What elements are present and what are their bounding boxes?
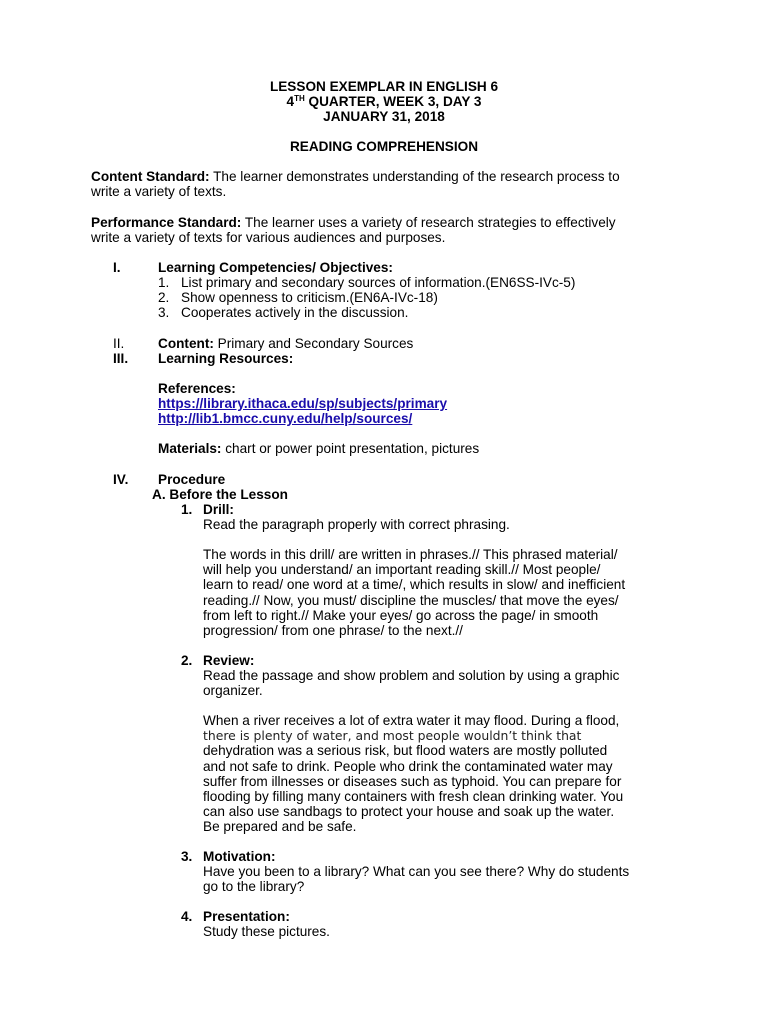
objective-number: 1. (158, 275, 170, 290)
before-lesson-heading: A. Before the Lesson (152, 487, 288, 502)
presentation-title: Presentation: (203, 909, 290, 924)
materials-line (158, 441, 479, 456)
content-standard-text: The learner demonstrates understanding of the research process to (209, 169, 620, 184)
drill-line: will help you understand/ an important reading skill.// Most people/ (203, 562, 601, 578)
motivation-number: 3. (181, 849, 193, 864)
drill-line: progression/ from one phrase/ to the next.// (203, 623, 463, 639)
review-line: can also use sandbags to protect your house and soak up the water. (203, 804, 615, 820)
materials-label: Materials: (158, 441, 222, 456)
review-number: 2. (181, 653, 193, 668)
document-title: LESSON EXEMPLAR IN ENGLISH 6 (269, 79, 499, 94)
materials-text: chart or power point presentation, pictures (221, 441, 480, 456)
performance-standard-label: Performance Standard: (91, 215, 242, 230)
review-line: Be prepared and be safe. (203, 819, 357, 835)
section-1-number: I. (113, 260, 121, 275)
document-date: JANUARY 31, 2018 (323, 109, 445, 124)
review-line: and not safe to drink. People who drink the contaminated water may (203, 758, 613, 774)
drill-title: Drill: (203, 502, 234, 517)
drill-number: 1. (181, 502, 193, 517)
content-label: Content: (158, 336, 214, 351)
drill-line: learn to read/ one word at a time/, which results in slow/ and inefficient (203, 577, 626, 593)
content-standard-line2: write a variety of texts. (91, 184, 227, 199)
quarter-rest: QUARTER, WEEK 3, DAY 3 (304, 94, 482, 109)
drill-line: The words in this drill/ are written in phrases.// This phrased material/ (203, 547, 618, 562)
quarter-line (0, 94, 768, 109)
motivation-line2: go to the library? (203, 879, 305, 894)
drill-line: reading.// Now, you must/ discipline the muscles/ that move the eyes/ (203, 592, 619, 608)
review-line: dehydration was a serious risk, but flood waters are mostly polluted (203, 743, 608, 759)
objective-item: List primary and secondary sources of information.(EN6SS-IVc-5) (181, 275, 576, 290)
subject-heading: READING COMPREHENSION (289, 139, 479, 154)
references-label: References: (158, 381, 236, 396)
motivation-line1: Have you been to a library? What can you see there? Why do students (203, 864, 630, 879)
section-3-number: III. (113, 351, 129, 366)
quarter-superscript: TH (294, 94, 305, 103)
review-passage (203, 713, 683, 835)
content-standard-line1 (91, 169, 620, 184)
drill-instruction: Read the paragraph properly with correct phrasing. (203, 517, 510, 532)
review-line: there is plenty of water, and most people wouldn’t think that (203, 728, 582, 744)
content-text: Primary and Secondary Sources (213, 336, 414, 351)
content-standard-label: Content Standard: (91, 169, 210, 184)
section-2-number: II. (113, 336, 125, 351)
review-instruction-line1: Read the passage and show problem and solution by using a graphic (203, 668, 620, 683)
presentation-number: 4. (181, 909, 193, 924)
objective-number: 2. (158, 290, 170, 305)
review-line: suffer from illnesses or diseases such as typhoid. You can prepare for (203, 773, 622, 789)
review-line: flooding by filling many containers with fresh clean drinking water. You (203, 789, 624, 805)
objective-number: 3. (158, 305, 170, 320)
reference-link[interactable]: https://library.ithaca.edu/sp/subjects/primary (158, 396, 448, 411)
section-2-line (158, 336, 413, 351)
motivation-title: Motivation: (203, 849, 276, 864)
performance-standard-line2: write a variety of texts for various audiences and purposes. (91, 230, 446, 245)
objective-item: Show openness to criticism.(EN6A-IVc-18) (181, 290, 438, 305)
review-title: Review: (203, 653, 255, 668)
performance-standard-text: The learner uses a variety of research strategies to effectively (241, 215, 616, 230)
reference-link[interactable]: http://lib1.bmcc.cuny.edu/help/sources/ (158, 411, 413, 426)
performance-standard-line1 (91, 215, 616, 230)
section-4-title: Procedure (158, 472, 226, 487)
quarter-number: 4 (286, 94, 295, 109)
presentation-text: Study these pictures. (203, 924, 330, 939)
section-3-title: Learning Resources: (158, 351, 294, 366)
section-4-number: IV. (113, 472, 129, 487)
drill-paragraph (203, 547, 683, 638)
objective-item: Cooperates actively in the discussion. (181, 305, 409, 320)
section-1-title: Learning Competencies/ Objectives: (158, 260, 393, 275)
drill-line: from left to right.// Make your eyes/ go across the page/ in smooth (203, 607, 599, 623)
review-instruction-line2: organizer. (203, 683, 263, 698)
review-line: When a river receives a lot of extra water it may flood. During a flood, (203, 713, 620, 728)
